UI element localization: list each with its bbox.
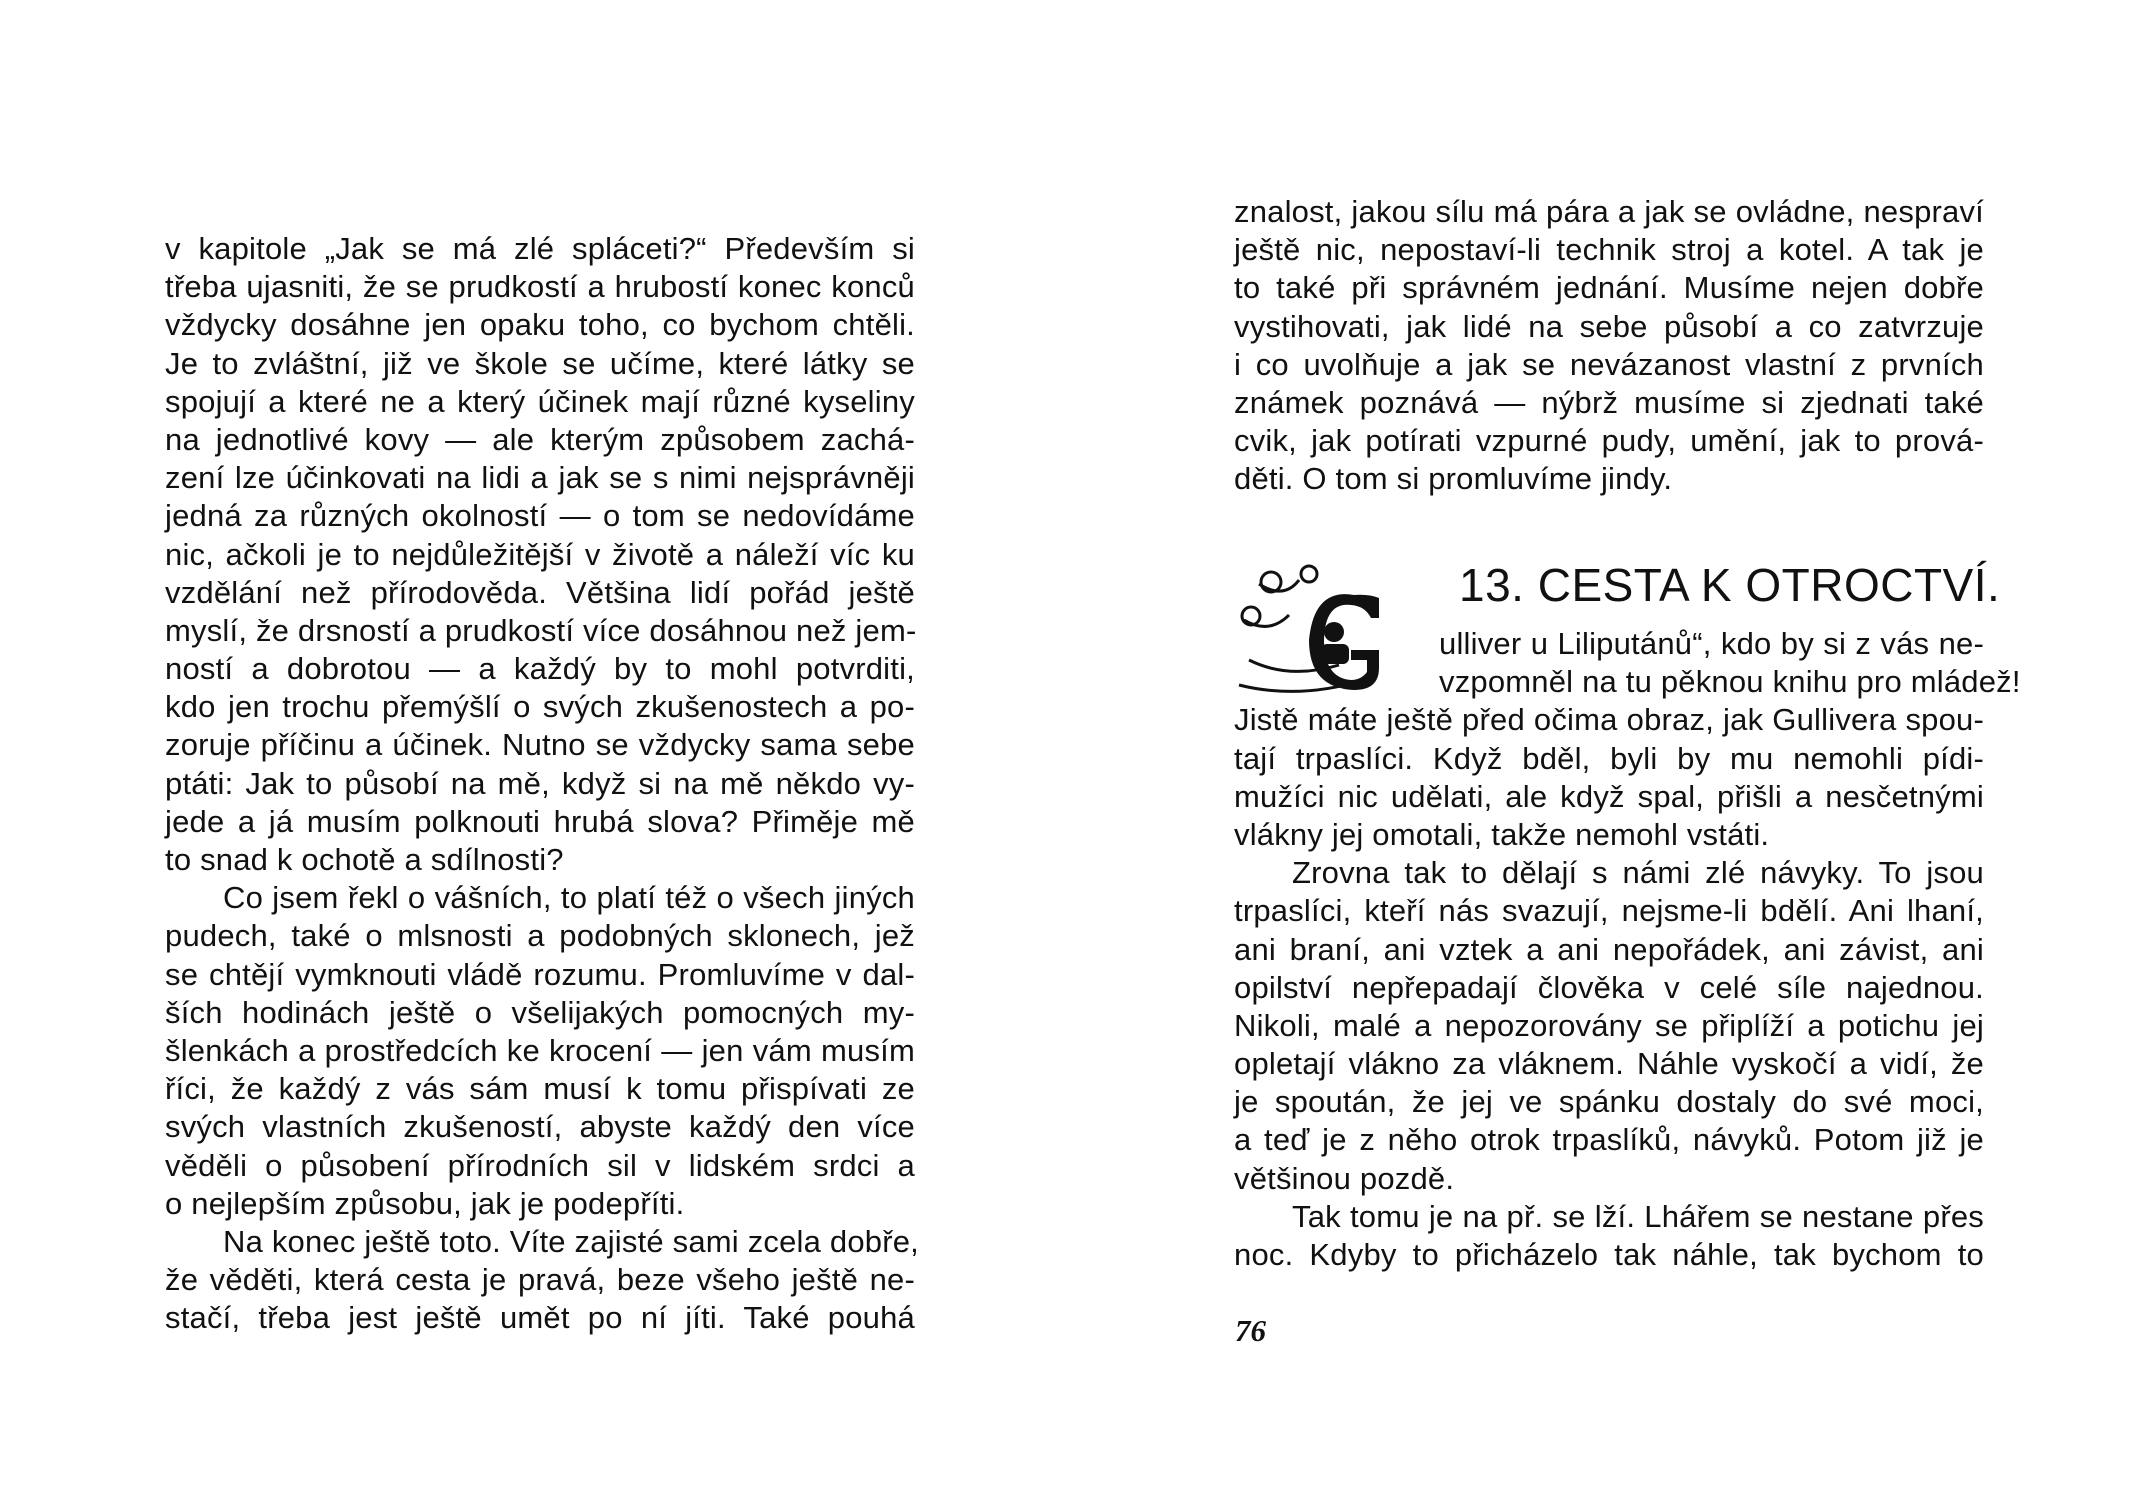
- right-page-continuation: [1234, 193, 1984, 499]
- text-line: to také při správném jednání. Musíme nejen dobře: [1234, 270, 1984, 306]
- text-line: stačí, třeba jest ještě umět po ní jíti. Také pouhá: [165, 1300, 915, 1336]
- text-line: mužíci nic udělati, ale když spal, přišli a nesčetnými: [1234, 778, 1984, 814]
- text-line: většinou pozdě.: [1234, 1160, 1455, 1196]
- text-line: i co uvolňuje a jak se nevázanost vlastní z prvních: [1234, 346, 1984, 382]
- text-line: známek poznává — nýbrž musíme si zjednati také: [1234, 384, 1984, 420]
- text-line: ulliver u Liliputánů“, kdo by si z vás ne-: [1439, 626, 1984, 661]
- text-line: ptáti: Jak to působí na mě, když si na mě někdo vy-: [165, 765, 915, 801]
- text-line: děti. O tom si promluvíme jindy.: [1234, 461, 1673, 497]
- page-number: 76: [1235, 1313, 1266, 1348]
- text-line: tají trpaslíci. Když bděl, byli by mu nemohli pídi-: [1234, 740, 1984, 776]
- chapter-heading: 13. CESTA K OTROCTVÍ.: [1459, 559, 2001, 611]
- text-line: ani braní, ani vztek a ani nepořádek, ani závist, ani: [1234, 931, 1984, 967]
- text-line: a teď je z něho otrok trpaslíků, návyků. Potom již je: [1234, 1122, 1984, 1158]
- text-line: věděli o působení přírodních sil v lidském srdci a: [165, 1147, 915, 1183]
- text-line: ností a dobrotou — a každý by to mohl potvrditi,: [165, 651, 915, 687]
- text-line: ještě nic, nepostaví-li technik stroj a kotel. A tak je: [1234, 232, 1984, 268]
- text-line: myslí, že drsností a prudkostí více dosáhnou než jem-: [165, 612, 917, 648]
- text-line: opletají vlákno za vláknem. Náhle vyskočí a vidí, že: [1234, 1046, 1984, 1082]
- text-line: v kapitole „Jak se má zlé spláceti?“ Především si: [165, 231, 915, 266]
- text-line: vlákny jej omotali, takže nemohl vstáti.: [1234, 816, 1770, 852]
- text-line: cvik, jak potírati vzpurné pudy, umění, jak to prová-: [1234, 423, 1984, 459]
- text-line: Co jsem řekl o vášních, to platí též o všech jiných: [223, 880, 915, 916]
- text-line: trpaslíci, kteří nás svazují, nejsme-li bdělí. Ani lhaní,: [1234, 893, 1984, 929]
- text-line: na jednotlivé kovy — ale kterým způsobem zachá-: [165, 421, 915, 457]
- right-page: [1069, 0, 2138, 1500]
- text-line: je spoután, že jej ve spánku dostaly do své moci,: [1234, 1084, 1984, 1120]
- text-line: opilství nepřepadají člověka v celé síle najednou.: [1234, 969, 1984, 1005]
- text-line: že věděti, která cesta je pravá, beze všeho ještě ne-: [165, 1262, 915, 1298]
- text-line: zení lze účinkovati na lidi a jak se s nimi nejsprávněji: [165, 460, 915, 496]
- text-line: zoruje příčinu a účinek. Nutno se vždycky sama sebe: [165, 727, 915, 763]
- chapter-text: [1234, 625, 2021, 1274]
- text-line: se chtějí vymknouti vládě rozumu. Promluvíme v dal-: [165, 956, 915, 992]
- text-line: noc. Kdyby to přicházelo tak náhle, tak bychom to: [1234, 1237, 1984, 1272]
- text-line: znalost, jakou sílu má pára a jak se ovládne, nespraví: [1234, 194, 1984, 229]
- text-line: nic, ačkoli je to nejdůležitější v životě a náleží víc ku: [165, 536, 915, 572]
- text-line: jedná za různých okolností — o tom se nedovídáme: [165, 498, 915, 534]
- text-line: vždycky dosáhne jen opaku toho, co bychom chtěli.: [165, 307, 915, 343]
- text-line: jede a já musím polknouti hrubá slova? Přiměje mě: [165, 803, 915, 839]
- text-line: šlenkách a prostředcích ke krocení — jen vám musím: [165, 1032, 915, 1068]
- text-line: spojují a které ne a který účinek mají různé kyseliny: [165, 383, 915, 419]
- text-line: o nejlepším způsobu, jak je podepříti.: [165, 1185, 685, 1221]
- text-line: Nikoli, malé a nepozorovány se připlíží a potichu jej: [1234, 1007, 1984, 1043]
- text-line: Na konec ještě toto. Víte zajisté sami zcela dobře,: [223, 1223, 919, 1259]
- left-page-text: [165, 230, 919, 1337]
- text-line: kdo jen trochu přemýšlí o svých zkušenostech a po-: [165, 689, 915, 725]
- text-line: svých vlastních zkušeností, abyste každý den více: [165, 1109, 915, 1145]
- text-line: Je to zvláštní, již ve škole se učíme, které látky se: [165, 345, 915, 381]
- text-line: to snad k ochotě a sdílnosti?: [165, 842, 564, 877]
- text-line: třeba ujasniti, že se prudkostí a hrubostí konec konců: [165, 269, 915, 305]
- text-line: vzpomněl na tu pěknou knihu pro mládež!: [1439, 664, 2021, 700]
- text-line: Tak tomu je na př. se lží. Lhářem se nestane přes: [1292, 1198, 1984, 1234]
- text-line: pudech, také o mlsnosti a podobných sklonech, jež: [165, 918, 915, 954]
- text-line: Zrovna tak to dělají s námi zlé návyky. To jsou: [1292, 855, 1984, 891]
- text-line: vystihovati, jak lidé na sebe působí a co zatvrzuje: [1234, 308, 1984, 344]
- text-line: ších hodinách ještě o všelijakých pomocných my-: [165, 994, 915, 1030]
- text-line: říci, že každý z vás sám musí k tomu přispívati ze: [165, 1071, 915, 1107]
- text-line: vzdělání než přírodověda. Většina lidí pořád ještě: [165, 574, 915, 610]
- text-line: Jistě máte ještě před očima obraz, jak Gullivera spou-: [1234, 702, 1984, 738]
